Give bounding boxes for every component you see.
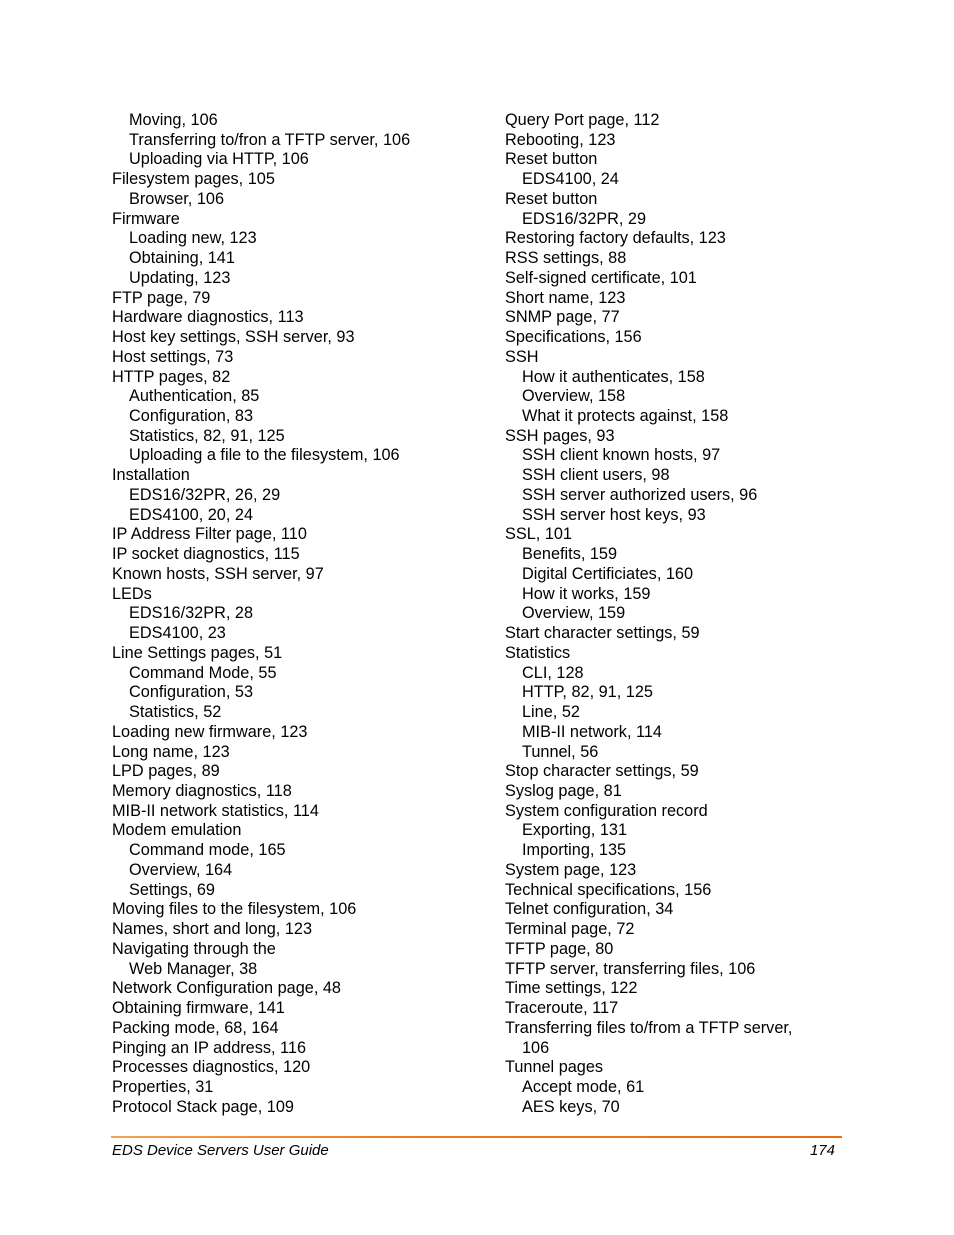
index-entry: Reset button <box>505 150 598 169</box>
index-entry: Technical specifications, 156 <box>505 880 712 899</box>
index-entry: Start character settings, 59 <box>505 624 700 643</box>
index-entry: Firmware <box>112 209 180 228</box>
index-subentry: Benefits, 159 <box>522 545 618 564</box>
index-subentry: Loading new, 123 <box>129 229 257 248</box>
index-subentry: EDS4100, 23 <box>129 624 226 643</box>
index-column-right <box>505 111 845 1117</box>
index-entry: RSS settings, 88 <box>505 249 627 268</box>
index-entry: Telnet configuration, 34 <box>505 900 674 919</box>
index-entry: Navigating through the <box>112 939 276 958</box>
index-subentry: EDS16/32PR, 26, 29 <box>129 485 281 504</box>
footer-document-title: EDS Device Servers User Guide <box>112 1142 329 1159</box>
index-subentry: What it protects against, 158 <box>522 407 729 426</box>
index-subentry: Tunnel, 56 <box>522 742 599 761</box>
index-subentry: SSH client known hosts, 97 <box>522 446 721 465</box>
index-entry: System configuration record <box>505 801 708 820</box>
index-entry: Stop character settings, 59 <box>505 762 699 781</box>
index-entry: Filesystem pages, 105 <box>112 170 275 189</box>
index-subentry: Configuration, 53 <box>129 683 254 702</box>
index-subentry: Settings, 69 <box>129 880 215 899</box>
index-entry: Specifications, 156 <box>505 328 642 347</box>
index-subentry: Web Manager, 38 <box>129 959 258 978</box>
index-subentry: Moving, 106 <box>129 111 218 129</box>
index-entry: Memory diagnostics, 118 <box>112 781 292 800</box>
index-entry: Network Configuration page, 48 <box>112 979 341 998</box>
index-subentry: Updating, 123 <box>129 268 231 287</box>
index-subentry: SSH server host keys, 93 <box>522 505 706 524</box>
index-entry: Short name, 123 <box>505 288 626 307</box>
index-column-left <box>112 111 482 1117</box>
index-entry: SSH pages, 93 <box>505 426 615 445</box>
index-subentry: SSH server authorized users, 96 <box>522 485 758 504</box>
index-subentry: Importing, 135 <box>522 841 627 860</box>
index-entry: System page, 123 <box>505 860 637 879</box>
index-subentry: Digital Certificiates, 160 <box>522 564 694 583</box>
index-subentry: Browser, 106 <box>129 189 225 208</box>
index-entry: Self-signed certificate, 101 <box>505 268 697 287</box>
index-entry: Processes diagnostics, 120 <box>112 1058 311 1077</box>
index-subentry: Statistics, 52 <box>129 703 222 722</box>
index-entry: Terminal page, 72 <box>505 920 635 939</box>
index-entry: Host key settings, SSH server, 93 <box>112 328 355 347</box>
index-entry: Moving files to the filesystem, 106 <box>112 900 357 919</box>
index-entry: SSH <box>505 347 539 366</box>
index-entry: HTTP pages, 82 <box>112 367 231 386</box>
index-entry: Long name, 123 <box>112 742 230 761</box>
index-entry: Pinging an IP address, 116 <box>112 1038 307 1057</box>
index-subentry: Overview, 159 <box>522 604 626 623</box>
index-entry: SSL, 101 <box>505 525 572 544</box>
index-entry: Query Port page, 112 <box>505 111 660 129</box>
index-entry: Line Settings pages, 51 <box>112 643 283 662</box>
index-entry: TFTP server, transferring files, 106 <box>505 959 756 978</box>
index-subentry: EDS4100, 20, 24 <box>129 505 254 524</box>
index-subentry: Overview, 164 <box>129 860 233 879</box>
index-entry: Restoring factory defaults, 123 <box>505 229 726 248</box>
index-subentry: Overview, 158 <box>522 387 626 406</box>
index-entry: Names, short and long, 123 <box>112 920 313 939</box>
index-subentry: HTTP, 82, 91, 125 <box>522 683 653 702</box>
index-entry: Hardware diagnostics, 113 <box>112 308 304 327</box>
index-subentry: Accept mode, 61 <box>522 1077 645 1096</box>
index-subentry: How it works, 159 <box>522 584 651 603</box>
index-subentry: EDS16/32PR, 29 <box>522 209 646 228</box>
index-subentry: Authentication, 85 <box>129 387 260 406</box>
index-entry: Statistics <box>505 643 571 662</box>
index-subentry: Line, 52 <box>522 703 580 722</box>
index-entry: Installation <box>112 466 190 485</box>
index-entry: IP Address Filter page, 110 <box>112 525 307 544</box>
index-subentry: MIB-II network, 114 <box>522 722 662 741</box>
index-subentry: Obtaining, 141 <box>129 249 235 268</box>
index-entry: SNMP page, 77 <box>505 308 620 327</box>
index-entry: IP socket diagnostics, 115 <box>112 545 300 564</box>
index-entry: Loading new firmware, 123 <box>112 722 308 741</box>
index-subentry: How it authenticates, 158 <box>522 367 705 386</box>
index-entry: Rebooting, 123 <box>505 130 616 149</box>
index-entry: LPD pages, 89 <box>112 762 220 781</box>
index-entry: Transferring files to/from a TFTP server, <box>505 1018 793 1037</box>
index-entry: TFTP page, 80 <box>505 939 614 958</box>
index-entry: Time settings, 122 <box>505 979 638 998</box>
footer-rule <box>111 1136 842 1138</box>
index-subentry: SSH client users, 98 <box>522 466 670 485</box>
index-entry: Traceroute, 117 <box>505 999 619 1018</box>
index-entry: Tunnel pages <box>505 1058 604 1077</box>
index-subentry: 106 <box>522 1038 550 1057</box>
index-subentry: Statistics, 82, 91, 125 <box>129 426 285 445</box>
index-subentry: Exporting, 131 <box>522 821 627 840</box>
index-entry: Properties, 31 <box>112 1077 214 1096</box>
index-entry: Protocol Stack page, 109 <box>112 1097 294 1116</box>
index-entry: MIB-II network statistics, 114 <box>112 801 319 820</box>
index-entry: Obtaining firmware, 141 <box>112 999 285 1018</box>
index-subentry: Transferring to/fron a TFTP server, 106 <box>129 130 411 149</box>
index-subentry: CLI, 128 <box>522 663 584 682</box>
index-entry: Modem emulation <box>112 821 242 840</box>
index-subentry: Uploading a file to the filesystem, 106 <box>129 446 400 465</box>
index-subentry: AES keys, 70 <box>522 1097 620 1116</box>
index-entry: Known hosts, SSH server, 97 <box>112 564 324 583</box>
index-entry: Syslog page, 81 <box>505 781 622 800</box>
index-entry: LEDs <box>112 584 152 603</box>
index-entry: FTP page, 79 <box>112 288 211 307</box>
index-subentry: EDS4100, 24 <box>522 170 619 189</box>
index-subentry: Uploading via HTTP, 106 <box>129 150 309 169</box>
index-entry: Reset button <box>505 189 598 208</box>
index-subentry: Command Mode, 55 <box>129 663 277 682</box>
footer-page-number: 174 <box>809 1142 835 1159</box>
index-entry: Host settings, 73 <box>112 347 234 366</box>
index-subentry: Command mode, 165 <box>129 841 286 860</box>
index-subentry: Configuration, 83 <box>129 407 254 426</box>
index-subentry: EDS16/32PR, 28 <box>129 604 253 623</box>
index-entry: Packing mode, 68, 164 <box>112 1018 279 1037</box>
